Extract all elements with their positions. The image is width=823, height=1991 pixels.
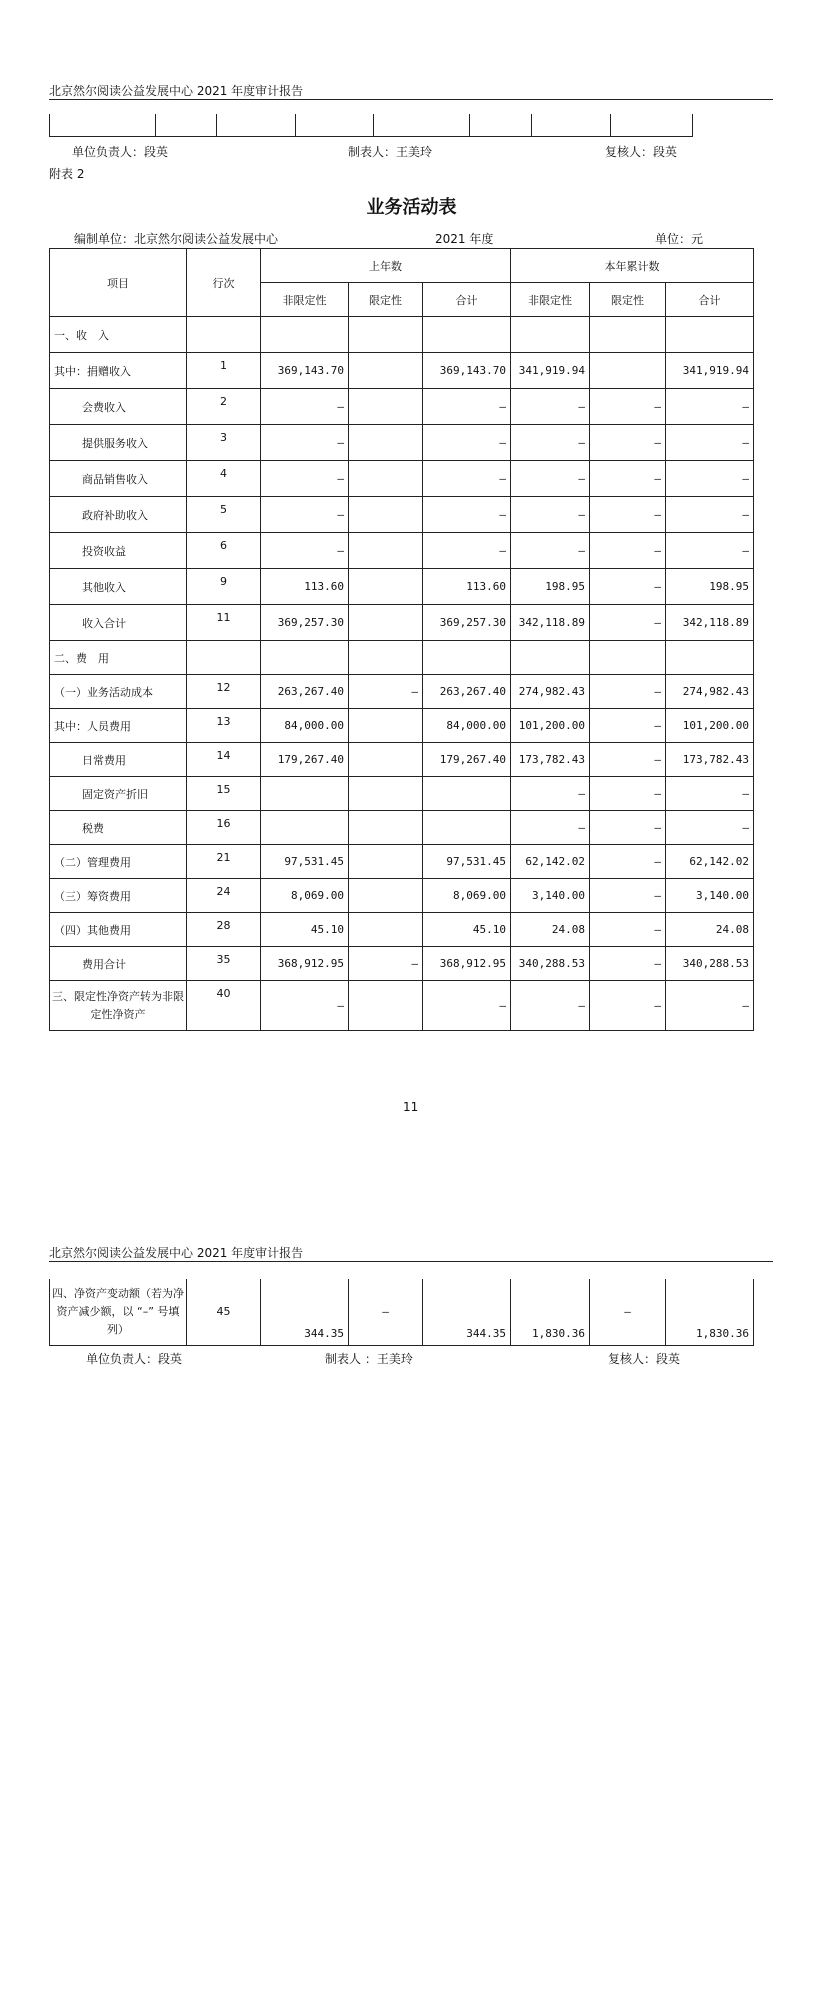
row-line: 15 bbox=[187, 777, 261, 811]
cell-curr-total: 274,982.43 bbox=[666, 675, 754, 709]
cell-curr-unrestricted: – bbox=[511, 533, 590, 569]
row-name: 其中：捐赠收入 bbox=[50, 353, 187, 389]
report-header-page2: 北京然尔阅读公益发展中心 2021 年度审计报告 bbox=[49, 1246, 304, 1260]
cell-prev-restricted bbox=[349, 777, 423, 811]
row-name: 政府补助收入 bbox=[50, 497, 187, 533]
cell-curr-total: 3,140.00 bbox=[666, 879, 754, 913]
row-name: （二）管理费用 bbox=[50, 845, 187, 879]
business-activity-table bbox=[49, 248, 754, 1031]
cell-prev-restricted bbox=[349, 811, 423, 845]
cell-prev-restricted bbox=[349, 569, 423, 605]
cell-prev-total: – bbox=[423, 461, 511, 497]
cell-curr-unrestricted: – bbox=[511, 811, 590, 845]
cell-curr-unrestricted: 62,142.02 bbox=[511, 845, 590, 879]
row-line: 2 bbox=[187, 389, 261, 425]
table-row bbox=[50, 533, 754, 569]
row-line bbox=[187, 317, 261, 353]
org-label: 编制单位：北京然尔阅读公益发展中心 bbox=[74, 232, 279, 246]
cell-prev-total: 344.35 bbox=[423, 1279, 511, 1345]
cell-curr-restricted: – bbox=[590, 569, 666, 605]
col-header-curr-restricted: 限定性 bbox=[590, 283, 666, 317]
row-name: 固定资产折旧 bbox=[50, 777, 187, 811]
table-row bbox=[50, 641, 754, 675]
cell-curr-restricted bbox=[590, 317, 666, 353]
row-name: （四）其他费用 bbox=[50, 913, 187, 947]
cell-curr-restricted: – bbox=[590, 389, 666, 425]
cell-curr-total bbox=[666, 641, 754, 675]
col-header-prev-total: 合计 bbox=[423, 283, 511, 317]
row-line: 21 bbox=[187, 845, 261, 879]
cell-curr-restricted: – bbox=[590, 777, 666, 811]
table-row bbox=[50, 1279, 754, 1345]
row-line: 14 bbox=[187, 743, 261, 777]
row-name: 会费收入 bbox=[50, 389, 187, 425]
cell-curr-restricted: – bbox=[590, 1279, 666, 1345]
cell-curr-restricted: – bbox=[590, 425, 666, 461]
signature-leader-page2: 单位负责人：段英 bbox=[86, 1352, 183, 1366]
cell-prev-total bbox=[423, 777, 511, 811]
table-row bbox=[50, 709, 754, 743]
table-row bbox=[50, 389, 754, 425]
cell-curr-restricted: – bbox=[590, 811, 666, 845]
cell-prev-total: 369,143.70 bbox=[423, 353, 511, 389]
col-header-prev-unrestricted: 非限定性 bbox=[261, 283, 349, 317]
row-line: 11 bbox=[187, 605, 261, 641]
appendix-label: 附表 2 bbox=[49, 167, 85, 181]
cell-curr-unrestricted: 342,118.89 bbox=[511, 605, 590, 641]
table-row bbox=[50, 913, 754, 947]
cell-prev-unrestricted: 113.60 bbox=[261, 569, 349, 605]
col-header-line: 行次 bbox=[187, 249, 261, 317]
row-line: 13 bbox=[187, 709, 261, 743]
cell-curr-unrestricted: – bbox=[511, 497, 590, 533]
row-line: 3 bbox=[187, 425, 261, 461]
table-row bbox=[50, 845, 754, 879]
cell-prev-total: – bbox=[423, 497, 511, 533]
cell-curr-restricted: – bbox=[590, 605, 666, 641]
unit-label: 单位：元 bbox=[655, 232, 704, 246]
cell-prev-restricted bbox=[349, 913, 423, 947]
cell-curr-unrestricted: 198.95 bbox=[511, 569, 590, 605]
cell-prev-total: 8,069.00 bbox=[423, 879, 511, 913]
row-name: 提供服务收入 bbox=[50, 425, 187, 461]
row-name: 日常费用 bbox=[50, 743, 187, 777]
table-row bbox=[50, 353, 754, 389]
cell-curr-total: – bbox=[666, 497, 754, 533]
cell-curr-total bbox=[666, 317, 754, 353]
cell-curr-total: 198.95 bbox=[666, 569, 754, 605]
cell-prev-restricted bbox=[349, 879, 423, 913]
cell-prev-total: 97,531.45 bbox=[423, 845, 511, 879]
signature-checker: 复核人：段英 bbox=[605, 145, 678, 159]
cell-prev-unrestricted: 263,267.40 bbox=[261, 675, 349, 709]
cell-curr-restricted: – bbox=[590, 709, 666, 743]
cell-prev-total: 84,000.00 bbox=[423, 709, 511, 743]
cell-curr-restricted: – bbox=[590, 743, 666, 777]
cell-prev-unrestricted: 369,143.70 bbox=[261, 353, 349, 389]
row-line: 6 bbox=[187, 533, 261, 569]
cell-prev-total bbox=[423, 641, 511, 675]
cell-prev-total: 369,257.30 bbox=[423, 605, 511, 641]
row-name: （一）业务活动成本 bbox=[50, 675, 187, 709]
row-line: 1 bbox=[187, 353, 261, 389]
col-group-current-year: 本年累计数 bbox=[511, 249, 754, 283]
cell-prev-unrestricted bbox=[261, 317, 349, 353]
cell-curr-total: 1,830.36 bbox=[666, 1279, 754, 1345]
table-row bbox=[50, 317, 754, 353]
cell-prev-restricted bbox=[349, 641, 423, 675]
cell-prev-restricted bbox=[349, 743, 423, 777]
cell-prev-unrestricted: 368,912.95 bbox=[261, 947, 349, 981]
cell-curr-total: 340,288.53 bbox=[666, 947, 754, 981]
row-line: 5 bbox=[187, 497, 261, 533]
table-row bbox=[50, 425, 754, 461]
cell-curr-restricted: – bbox=[590, 879, 666, 913]
table-row bbox=[50, 811, 754, 845]
col-header-item: 项目 bbox=[50, 249, 187, 317]
signature-maker-page2: 制表人 ：王美玲 bbox=[325, 1352, 413, 1366]
cell-prev-total: 45.10 bbox=[423, 913, 511, 947]
previous-table-stub bbox=[49, 114, 693, 137]
cell-curr-total: – bbox=[666, 533, 754, 569]
page-number: 11 bbox=[403, 1100, 419, 1114]
cell-curr-restricted: – bbox=[590, 981, 666, 1031]
table-row bbox=[50, 947, 754, 981]
row-name: 二、费 用 bbox=[50, 641, 187, 675]
table-row bbox=[50, 743, 754, 777]
cell-curr-restricted: – bbox=[590, 497, 666, 533]
cell-prev-restricted: – bbox=[349, 675, 423, 709]
table-row bbox=[50, 569, 754, 605]
cell-prev-total: – bbox=[423, 981, 511, 1031]
row-name: 费用合计 bbox=[50, 947, 187, 981]
cell-curr-unrestricted: – bbox=[511, 461, 590, 497]
cell-curr-total: – bbox=[666, 981, 754, 1031]
cell-curr-total: 101,200.00 bbox=[666, 709, 754, 743]
cell-curr-unrestricted: 101,200.00 bbox=[511, 709, 590, 743]
cell-prev-unrestricted: – bbox=[261, 389, 349, 425]
cell-prev-unrestricted: 8,069.00 bbox=[261, 879, 349, 913]
row-name: 一、收 入 bbox=[50, 317, 187, 353]
row-line: 24 bbox=[187, 879, 261, 913]
col-header-curr-total: 合计 bbox=[666, 283, 754, 317]
signature-checker-page2: 复核人：段英 bbox=[608, 1352, 681, 1366]
table-row bbox=[50, 981, 754, 1031]
cell-curr-total: 24.08 bbox=[666, 913, 754, 947]
report-header: 北京然尔阅读公益发展中心 2021 年度审计报告 bbox=[49, 84, 304, 98]
cell-prev-restricted bbox=[349, 605, 423, 641]
row-name: 投资收益 bbox=[50, 533, 187, 569]
cell-curr-restricted: – bbox=[590, 533, 666, 569]
business-activity-table-continued bbox=[49, 1279, 754, 1346]
row-line: 28 bbox=[187, 913, 261, 947]
cell-prev-unrestricted: – bbox=[261, 981, 349, 1031]
cell-curr-unrestricted: – bbox=[511, 981, 590, 1031]
row-name bbox=[50, 1279, 187, 1345]
cell-curr-restricted: – bbox=[590, 913, 666, 947]
cell-curr-unrestricted: 340,288.53 bbox=[511, 947, 590, 981]
table-row bbox=[50, 675, 754, 709]
col-header-curr-unrestricted: 非限定性 bbox=[511, 283, 590, 317]
cell-curr-unrestricted: 173,782.43 bbox=[511, 743, 590, 777]
cell-curr-total: 341,919.94 bbox=[666, 353, 754, 389]
cell-curr-unrestricted: 24.08 bbox=[511, 913, 590, 947]
col-group-prev-year: 上年数 bbox=[261, 249, 511, 283]
cell-prev-restricted bbox=[349, 533, 423, 569]
cell-prev-unrestricted: 97,531.45 bbox=[261, 845, 349, 879]
row-name: （三）筹资费用 bbox=[50, 879, 187, 913]
row-line: 45 bbox=[187, 1279, 261, 1345]
table-row bbox=[50, 777, 754, 811]
cell-prev-restricted bbox=[349, 461, 423, 497]
cell-prev-restricted bbox=[349, 425, 423, 461]
table-row bbox=[50, 605, 754, 641]
row-name: 收入合计 bbox=[50, 605, 187, 641]
cell-curr-total: 62,142.02 bbox=[666, 845, 754, 879]
row-name: 税费 bbox=[50, 811, 187, 845]
cell-curr-unrestricted bbox=[511, 641, 590, 675]
cell-prev-total: 113.60 bbox=[423, 569, 511, 605]
cell-prev-restricted bbox=[349, 845, 423, 879]
table-row bbox=[50, 461, 754, 497]
signature-maker: 制表人：王美玲 bbox=[348, 145, 433, 159]
cell-prev-unrestricted: 45.10 bbox=[261, 913, 349, 947]
row-name-text: 四、净资产变动额（若为净资产减少额，以 “–” 号填列） bbox=[52, 1286, 184, 1336]
cell-prev-restricted: – bbox=[349, 947, 423, 981]
cell-curr-total: – bbox=[666, 425, 754, 461]
table-row bbox=[50, 879, 754, 913]
cell-prev-total bbox=[423, 811, 511, 845]
row-line: 40 bbox=[187, 981, 261, 1031]
cell-curr-unrestricted: 3,140.00 bbox=[511, 879, 590, 913]
cell-prev-total: 263,267.40 bbox=[423, 675, 511, 709]
cell-prev-total: – bbox=[423, 425, 511, 461]
year-label: 2021 年度 bbox=[435, 232, 494, 246]
cell-prev-restricted bbox=[349, 353, 423, 389]
cell-prev-restricted bbox=[349, 389, 423, 425]
row-line: 12 bbox=[187, 675, 261, 709]
cell-prev-unrestricted: 344.35 bbox=[261, 1279, 349, 1345]
cell-prev-total: 368,912.95 bbox=[423, 947, 511, 981]
cell-curr-unrestricted: – bbox=[511, 777, 590, 811]
row-line: 16 bbox=[187, 811, 261, 845]
cell-prev-unrestricted: – bbox=[261, 497, 349, 533]
header-rule-page2 bbox=[49, 1261, 773, 1262]
row-name: 其中：人员费用 bbox=[50, 709, 187, 743]
cell-curr-unrestricted: 1,830.36 bbox=[511, 1279, 590, 1345]
cell-prev-restricted bbox=[349, 497, 423, 533]
row-name: 商品销售收入 bbox=[50, 461, 187, 497]
cell-curr-unrestricted: 341,919.94 bbox=[511, 353, 590, 389]
table-row bbox=[50, 497, 754, 533]
cell-prev-restricted: – bbox=[349, 1279, 423, 1345]
cell-prev-restricted bbox=[349, 981, 423, 1031]
cell-curr-restricted bbox=[590, 641, 666, 675]
header-rule bbox=[49, 99, 773, 100]
cell-curr-restricted bbox=[590, 353, 666, 389]
signature-leader: 单位负责人：段英 bbox=[72, 145, 169, 159]
cell-prev-total: 179,267.40 bbox=[423, 743, 511, 777]
cell-curr-total: – bbox=[666, 461, 754, 497]
cell-prev-total bbox=[423, 317, 511, 353]
cell-prev-unrestricted: 179,267.40 bbox=[261, 743, 349, 777]
cell-prev-unrestricted: 84,000.00 bbox=[261, 709, 349, 743]
cell-curr-restricted: – bbox=[590, 675, 666, 709]
row-line: 35 bbox=[187, 947, 261, 981]
cell-curr-total: – bbox=[666, 389, 754, 425]
cell-prev-restricted bbox=[349, 317, 423, 353]
col-header-prev-restricted: 限定性 bbox=[349, 283, 423, 317]
cell-prev-unrestricted: – bbox=[261, 461, 349, 497]
row-line bbox=[187, 641, 261, 675]
cell-curr-unrestricted bbox=[511, 317, 590, 353]
row-name: 其他收入 bbox=[50, 569, 187, 605]
row-name: 三、限定性净资产转为非限定性净资产 bbox=[50, 981, 187, 1031]
cell-curr-restricted: – bbox=[590, 947, 666, 981]
cell-prev-total: – bbox=[423, 533, 511, 569]
cell-curr-unrestricted: – bbox=[511, 389, 590, 425]
cell-curr-restricted: – bbox=[590, 845, 666, 879]
cell-curr-total: 173,782.43 bbox=[666, 743, 754, 777]
cell-curr-restricted: – bbox=[590, 461, 666, 497]
table-title: 业务活动表 bbox=[366, 197, 457, 218]
cell-prev-unrestricted bbox=[261, 777, 349, 811]
cell-prev-restricted bbox=[349, 709, 423, 743]
cell-prev-unrestricted bbox=[261, 811, 349, 845]
cell-prev-unrestricted: – bbox=[261, 425, 349, 461]
cell-curr-unrestricted: 274,982.43 bbox=[511, 675, 590, 709]
cell-prev-unrestricted: 369,257.30 bbox=[261, 605, 349, 641]
row-line: 4 bbox=[187, 461, 261, 497]
row-line: 9 bbox=[187, 569, 261, 605]
cell-curr-total: 342,118.89 bbox=[666, 605, 754, 641]
cell-curr-total: – bbox=[666, 777, 754, 811]
cell-prev-total: – bbox=[423, 389, 511, 425]
cell-prev-unrestricted bbox=[261, 641, 349, 675]
cell-curr-unrestricted: – bbox=[511, 425, 590, 461]
cell-curr-total: – bbox=[666, 811, 754, 845]
cell-prev-unrestricted: – bbox=[261, 533, 349, 569]
